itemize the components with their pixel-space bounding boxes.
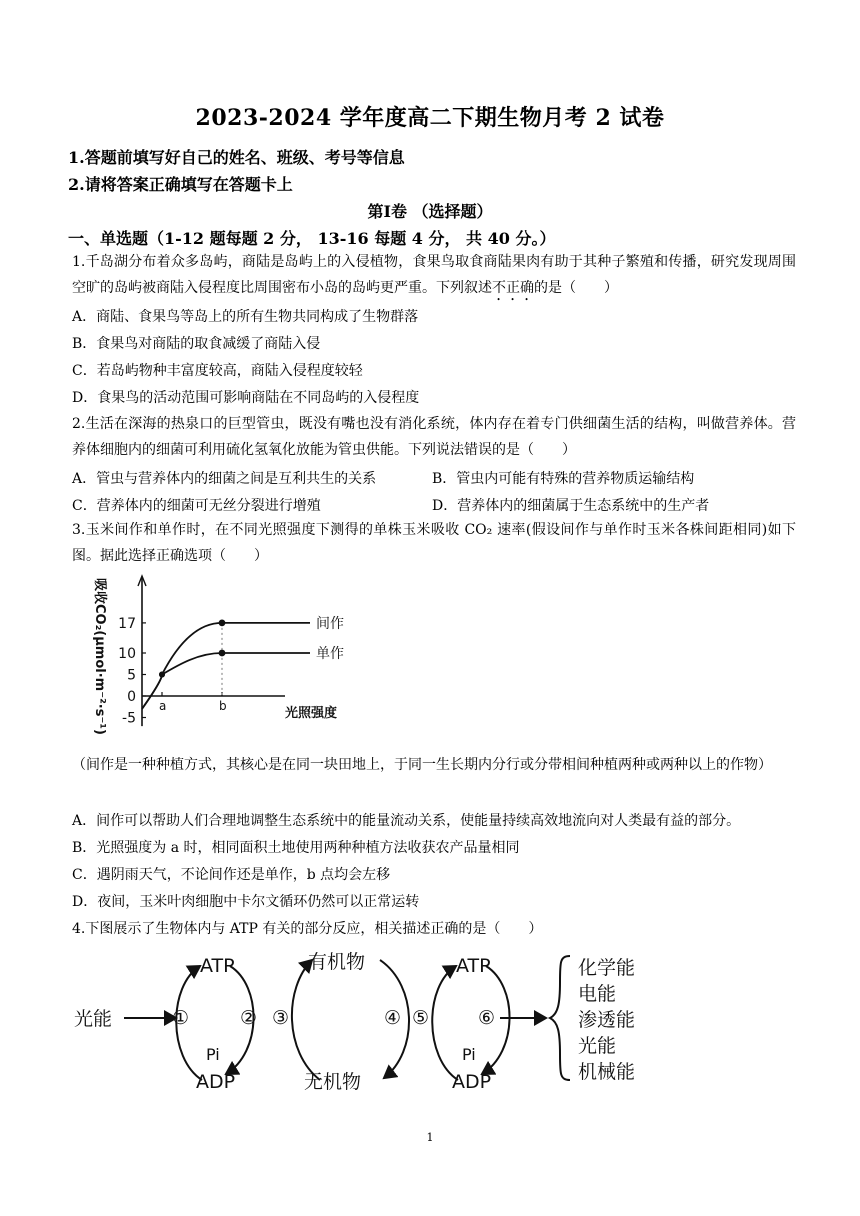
- num-5: ⑤: [412, 1007, 430, 1029]
- atp-label-1: ATP: [200, 955, 235, 977]
- num-3: ③: [272, 1007, 290, 1029]
- question-1-option-d: D．食果鸟的活动范围可影响商陆在不同岛屿的入侵程度: [72, 390, 420, 406]
- question-2-stem: 2.生活在深海的热泉口的巨型管虫，既没有嘴也没有消化系统，体内存在着专门供细菌生活的结构，叫做营养体。营养体细胞内的细菌可利用硫化氢氧化放能为管虫供能。下列说法错误的是（ ）: [72, 416, 796, 458]
- organic-label: 有机物: [308, 951, 366, 973]
- energy-type-3: 渗透能: [578, 1009, 636, 1031]
- y-tick-label: -5: [122, 710, 136, 727]
- num-4: ④: [384, 1007, 402, 1029]
- series-label-2: 单作: [316, 646, 344, 662]
- exam-title: 2023-2024 学年度高二下期生物月考 2 试卷: [195, 105, 665, 131]
- pi-label-2: Pi: [462, 1045, 476, 1064]
- adp-label-1: ADP: [196, 1071, 236, 1092]
- x-tick-label: b: [219, 699, 227, 713]
- energy-type-2: 电能: [578, 983, 617, 1005]
- pi-label-1: Pi: [206, 1045, 220, 1064]
- energy-type-5: 机械能: [578, 1061, 636, 1083]
- atp-reaction-diagram: [72, 942, 682, 1092]
- question-2-option-b: B．管虫内可能有特殊的营养物质运输结构: [432, 471, 695, 487]
- part-title: 第Ⅰ卷 （选择题）: [367, 202, 493, 221]
- question-3-option-a: A．间作可以帮助人们合理地调整生态系统中的能量流动关系，使能量持续高效地流向对人类最有益的部分。: [72, 813, 741, 829]
- y-tick-label: 0: [127, 689, 136, 705]
- arc-3: [292, 960, 320, 1080]
- point-b-1: [219, 620, 226, 627]
- section-title: 一、单选题（1-12 题每题 2 分， 13-16 每题 4 分， 共 40 分。）: [68, 229, 556, 248]
- y-tick-label: 10: [118, 646, 136, 662]
- instruction-2: 2.请将答案正确填写在答题卡上: [68, 175, 293, 194]
- energy-type-1: 化学能: [578, 957, 636, 979]
- inorganic-label: 无机物: [304, 1071, 362, 1092]
- y-tick-label: 17: [118, 615, 136, 632]
- question-3-option-d: D．夜间，玉米叶肉细胞中卡尔文循环仍然可以正常运转: [72, 894, 420, 910]
- question-2-option-c: C．营养体内的细菌可无丝分裂进行增殖: [72, 498, 321, 514]
- x-axis-label: 光照强度: [285, 706, 338, 721]
- y-axis-label: 吸收CO₂(μmol·m⁻²·s⁻¹): [92, 578, 107, 735]
- page-number: 1: [426, 1131, 434, 1144]
- question-1-stem: 1.千岛湖分布着众多岛屿，商陆是岛屿上的入侵植物，食果鸟取食商陆果肉有助于其种子繁殖和传播，研究发现周围空旷的岛屿被商陆入侵程度比周围密布小岛的岛屿更严重。下列叙述不正确的是（ ）: [72, 254, 796, 296]
- y-tick-label: 5: [127, 667, 136, 684]
- question-3-note: （间作是一种种植方式，其核心是在同一块田地上，于同一生长期内分行或分带相间种植两种或两种以上的作物）: [72, 757, 772, 773]
- point-b-2: [219, 650, 226, 657]
- co2-absorption-chart: [80, 572, 370, 750]
- chart-plot: [92, 576, 344, 735]
- question-3-option-c: C．遇阴雨天气，不论间作还是单作，b 点均会左移: [72, 867, 391, 883]
- question-1-option-c: C．若岛屿物种丰富度较高，商陆入侵程度较轻: [72, 363, 363, 379]
- arc-5: [432, 966, 458, 1080]
- energy-type-4: 光能: [578, 1035, 617, 1057]
- energy-brace: [550, 956, 570, 1080]
- question-3-option-b: B．光照强度为 a 时，相同面积土地使用两种种植方法收获农产品量相同: [72, 840, 520, 856]
- question-2-option-d: D．营养体内的细菌属于生态系统中的生产者: [432, 498, 710, 514]
- question-3-stem: 3.玉米间作和单作时，在不同光照强度下测得的单株玉米吸收 CO₂ 速率(假设间作与单作时玉米各株间距相同)如下图。据此选择正确选项（ ）: [72, 522, 796, 564]
- question-1-option-a: A．商陆、食果鸟等岛上的所有生物共同构成了生物群落: [72, 309, 419, 325]
- atp-label-2: ATP: [456, 955, 491, 977]
- light-energy-label: 光能: [74, 1008, 113, 1030]
- series-label-1: 间作: [316, 615, 344, 632]
- adp-label-2: ADP: [452, 1071, 492, 1092]
- num-6: ⑥: [478, 1007, 496, 1029]
- instruction-1: 1.答题前填写好自己的姓名、班级、考号等信息: [68, 148, 405, 167]
- question-2-option-a: A．管虫与营养体内的细菌之间是互利共生的关系: [72, 471, 377, 487]
- x-tick-label: a: [159, 699, 167, 713]
- question-1-option-b: B．食果鸟对商陆的取食减缓了商陆入侵: [72, 336, 321, 352]
- num-2: ②: [240, 1007, 258, 1029]
- point-a-2: [159, 672, 165, 678]
- num-1: ①: [172, 1007, 190, 1029]
- question-4-stem: 4.下图展示了生物体内与 ATP 有关的部分反应，相关描述正确的是（ ）: [72, 921, 543, 937]
